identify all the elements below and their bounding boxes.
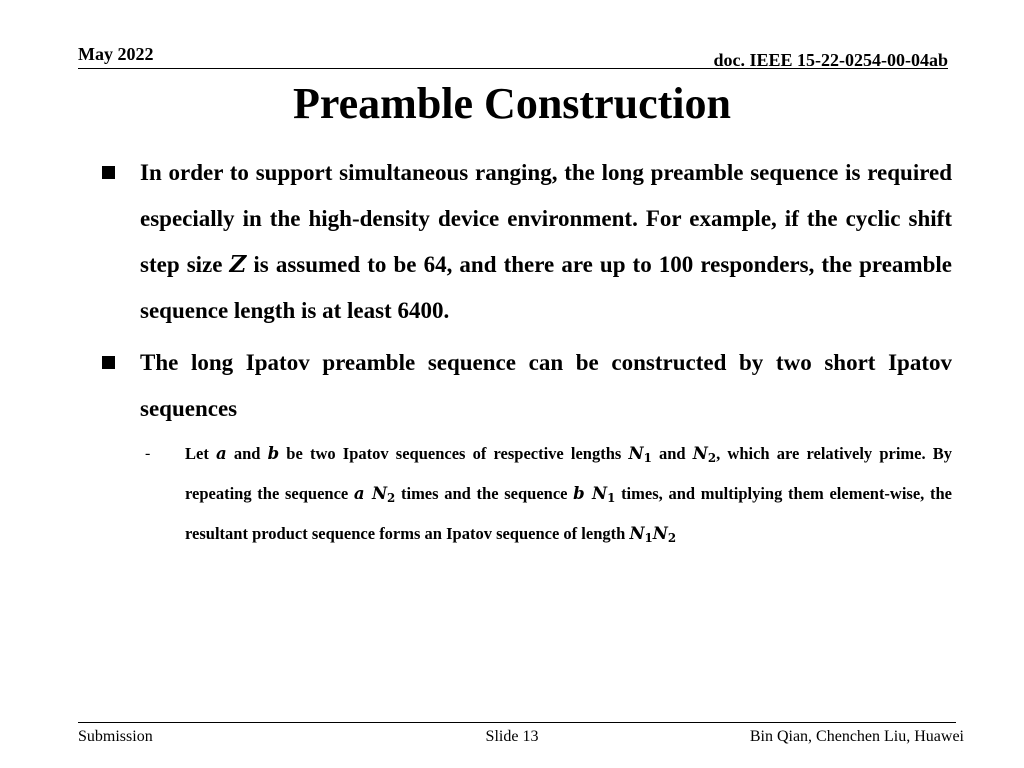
bullet-text-1: In order to support simultaneous ranging, the long preamble sequence is required especially in the high-density device environment. For example, if the cyclic shift step size Z is assumed to be 64, and there are up to 100 responders, the preamble sequence length is at least 6400. xyxy=(140,160,952,323)
bullet-text-2: The long Ipatov preamble sequence can be constructed by two short Ipatov sequences xyxy=(140,350,952,421)
bullet-list xyxy=(100,150,952,556)
var-z: Z xyxy=(229,251,247,278)
dash-bullet-icon: - xyxy=(145,445,151,462)
var-a-repeat: a $N_2$ xyxy=(353,483,396,505)
square-bullet-icon xyxy=(102,356,115,369)
footer-submission: Submission xyxy=(78,728,153,745)
var-n1n2: $N_1N_2$ xyxy=(629,523,677,545)
footer-authors: Bin Qian, Chenchen Liu, Huawei xyxy=(749,728,964,745)
footer-divider xyxy=(78,722,956,723)
footer-slide-number: Slide 13 xyxy=(485,728,539,745)
sub-bullet-text: Let a and b be two Ipatov sequences of respective lengths $N_1$ and $N_2$, which are relatively prime. By repeating the sequence a $N_2$ times and the sequence b $N_1$ times, and multiplying them element-wise, the resultant product sequence forms an Ipatov sequence of length $N_1N_2$ xyxy=(185,444,953,545)
header-date: May 2022 xyxy=(78,44,154,64)
sub-bullet xyxy=(145,436,952,556)
slide-title: Preamble Construction xyxy=(293,79,731,128)
var-n1: $N_1$ xyxy=(628,444,652,465)
var-a: a xyxy=(215,444,227,463)
var-b-repeat: b $N_1$ xyxy=(573,483,616,505)
bullet-item-2 xyxy=(100,340,952,432)
header-divider xyxy=(78,68,948,69)
var-b: b xyxy=(267,444,280,463)
var-n2: $N_2$ xyxy=(692,444,717,465)
square-bullet-icon xyxy=(102,166,115,179)
header-doc-id: doc. IEEE 15-22-0254-00-04ab xyxy=(713,50,948,70)
bullet-item-1 xyxy=(100,150,952,334)
